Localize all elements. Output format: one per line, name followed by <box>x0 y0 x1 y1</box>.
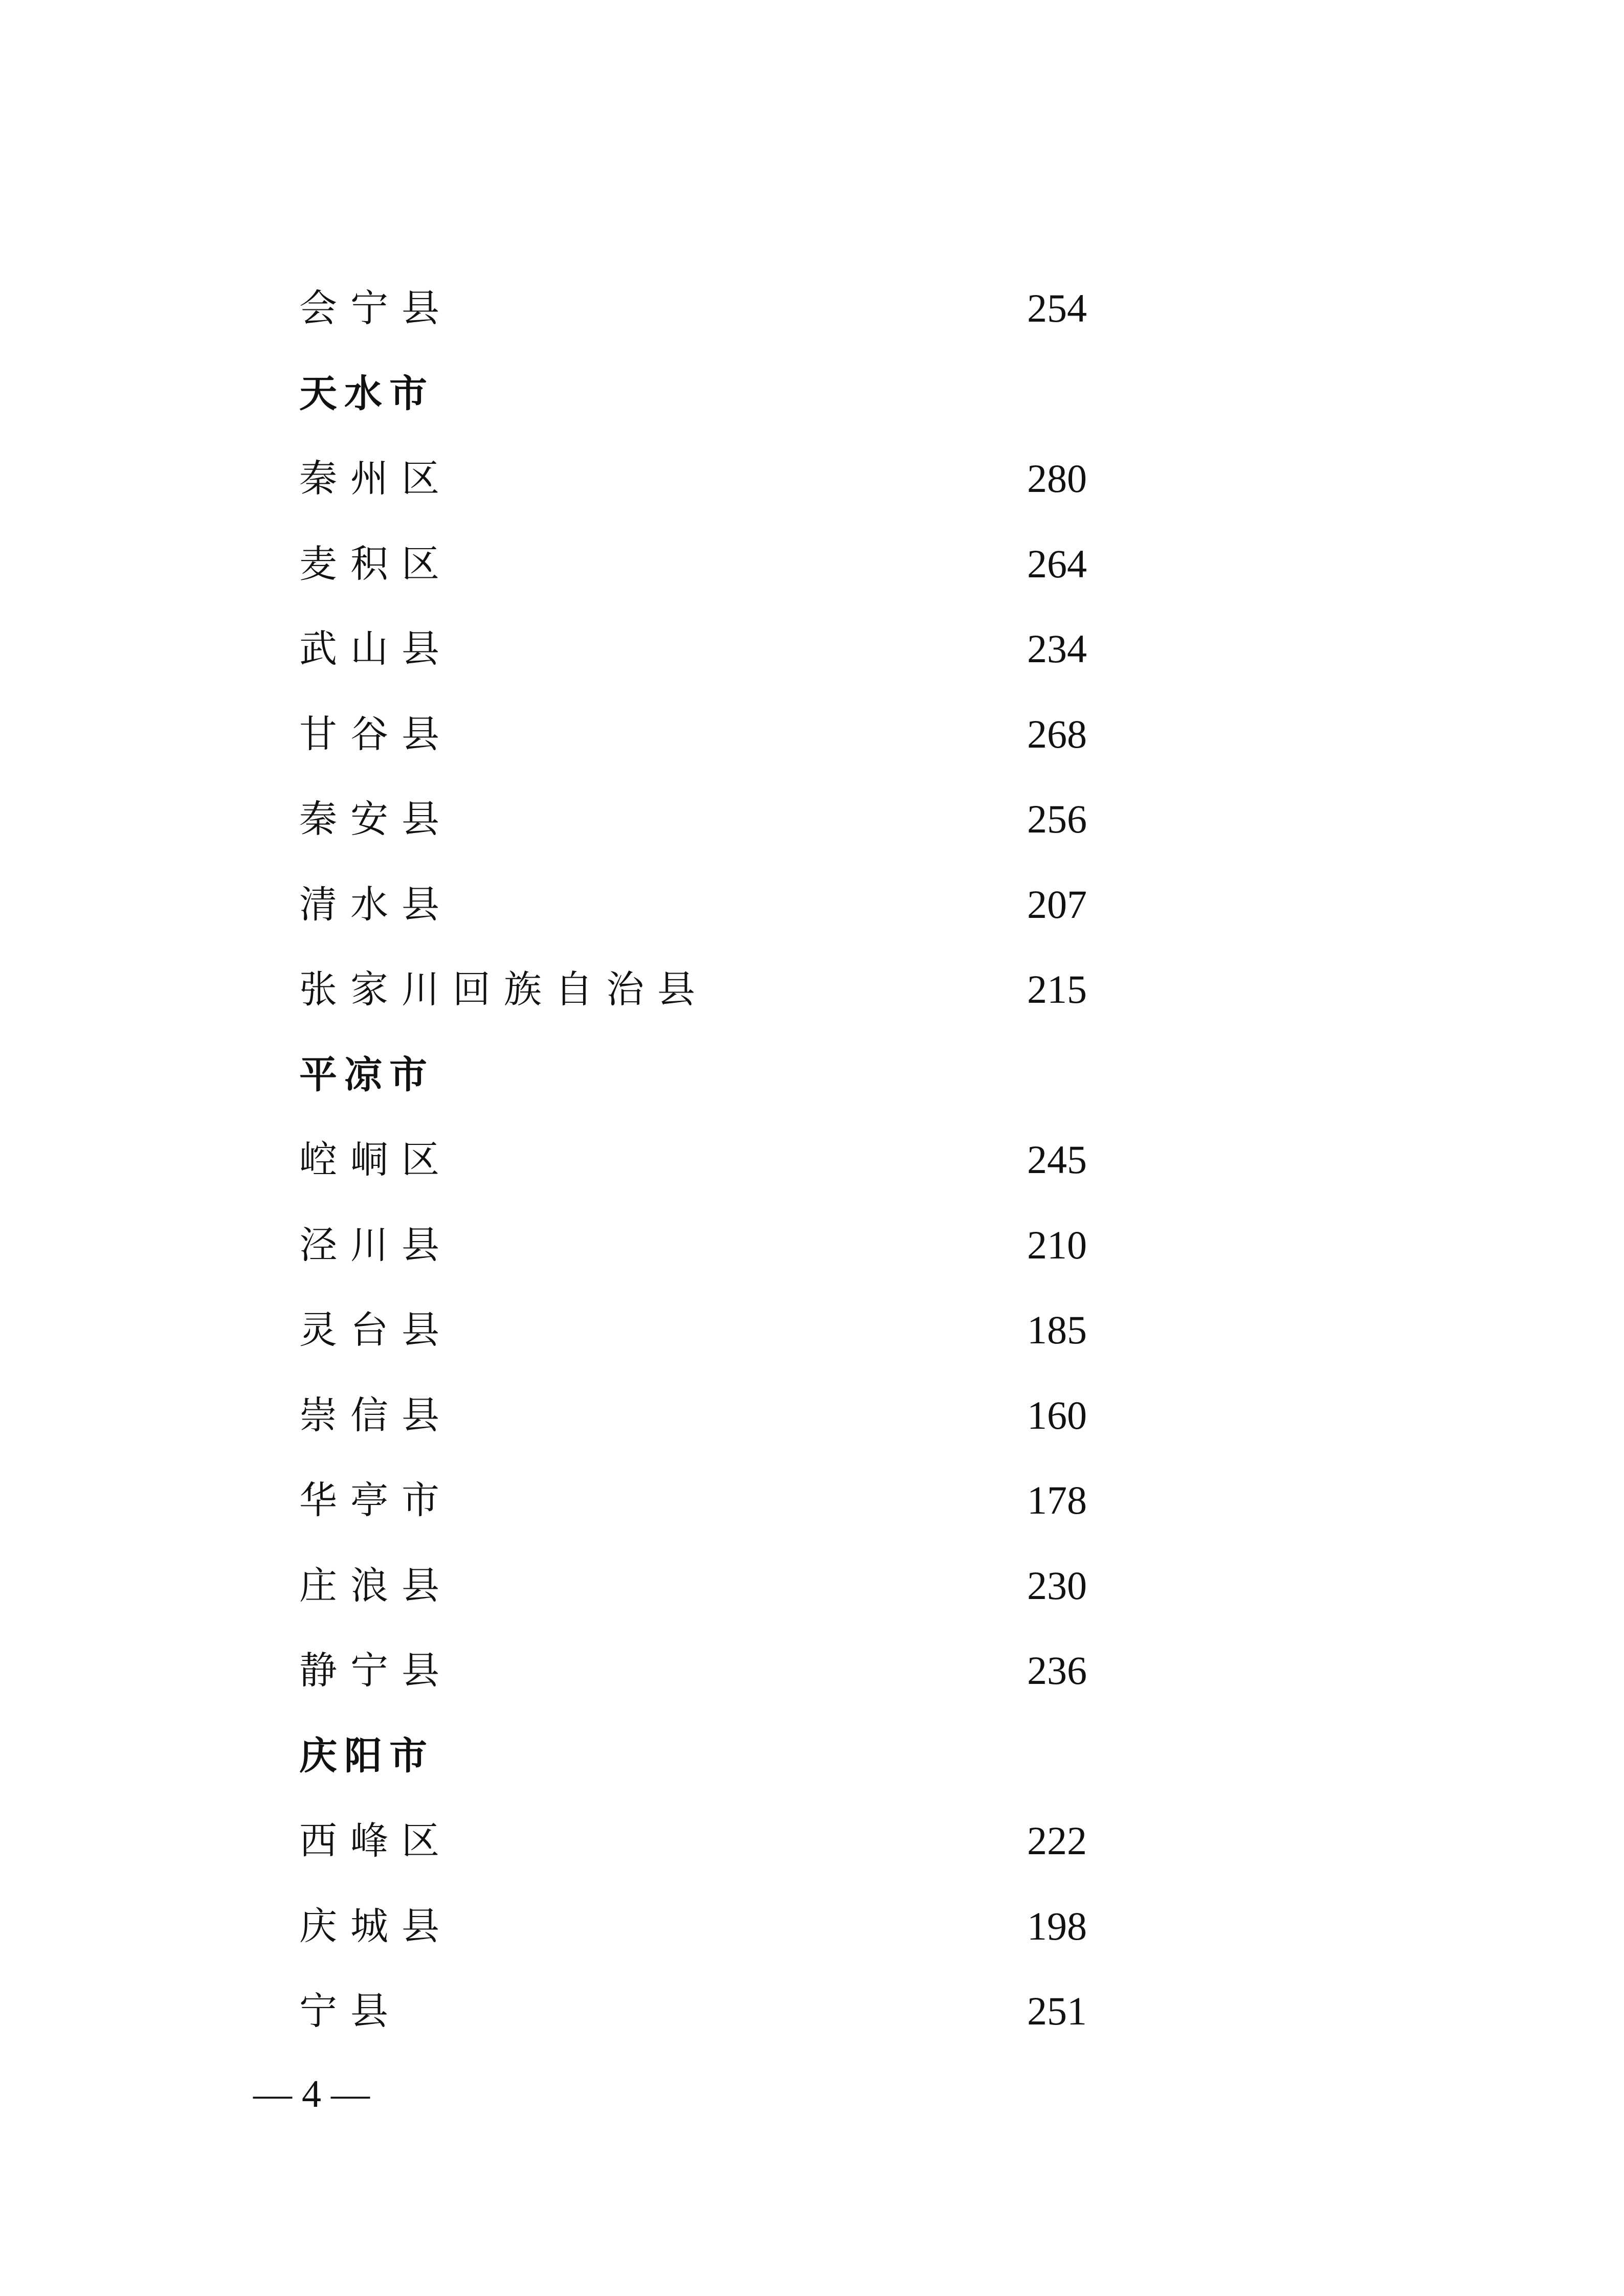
county-value: 210 <box>1027 1222 1087 1267</box>
county-name: 庄浪县 <box>299 1563 453 1608</box>
county-name: 崇信县 <box>299 1393 453 1437</box>
county-name: 华亭市 <box>299 1478 453 1522</box>
county-name: 甘谷县 <box>299 712 453 756</box>
county-name: 武山县 <box>299 627 453 671</box>
city-name: 庆阳市 <box>299 1734 434 1778</box>
list-item <box>0 1628 1624 1714</box>
region-list <box>0 266 1624 2054</box>
county-value: 256 <box>1027 797 1087 841</box>
county-value: 254 <box>1027 286 1087 330</box>
list-item <box>0 522 1624 607</box>
county-value: 215 <box>1027 967 1087 1011</box>
county-name: 灵台县 <box>299 1308 453 1352</box>
city-header-row <box>0 1032 1624 1118</box>
city-header-row <box>0 351 1624 437</box>
county-name: 秦州区 <box>299 457 453 501</box>
county-value: 264 <box>1027 541 1087 586</box>
county-value: 280 <box>1027 456 1087 501</box>
county-name: 麦积区 <box>299 542 453 586</box>
list-item <box>0 692 1624 777</box>
county-value: 230 <box>1027 1563 1087 1608</box>
list-item <box>0 1203 1624 1288</box>
county-value: 268 <box>1027 711 1087 756</box>
county-value: 234 <box>1027 626 1087 671</box>
county-value: 245 <box>1027 1137 1087 1182</box>
list-item <box>0 606 1624 692</box>
county-value: 207 <box>1027 882 1087 927</box>
county-name: 张家川回族自治县 <box>299 967 708 1011</box>
county-name: 静宁县 <box>299 1649 453 1693</box>
list-item <box>0 1117 1624 1203</box>
county-name: 庆城县 <box>299 1904 453 1948</box>
city-name: 天水市 <box>299 371 434 416</box>
list-item <box>0 1288 1624 1373</box>
county-name: 宁县 <box>299 1989 402 2033</box>
county-value: 222 <box>1027 1818 1087 1863</box>
county-value: 160 <box>1027 1392 1087 1437</box>
county-name: 西峰区 <box>299 1819 453 1863</box>
county-name: 清水县 <box>299 882 453 927</box>
county-name: 会宁县 <box>299 286 453 330</box>
list-item <box>0 947 1624 1032</box>
list-item <box>0 266 1624 351</box>
list-item <box>0 1458 1624 1543</box>
county-name: 秦安县 <box>299 797 453 841</box>
county-value: 236 <box>1027 1648 1087 1693</box>
list-item <box>0 1373 1624 1458</box>
list-item <box>0 1543 1624 1629</box>
page-number: — 4 — <box>253 2073 370 2115</box>
list-item <box>0 1884 1624 1969</box>
list-item <box>0 436 1624 522</box>
county-name: 崆峒区 <box>299 1138 453 1182</box>
list-item <box>0 1798 1624 1884</box>
county-value: 185 <box>1027 1308 1087 1352</box>
county-value: 251 <box>1027 1989 1087 2033</box>
list-item <box>0 862 1624 948</box>
city-name: 平凉市 <box>299 1052 434 1097</box>
city-header-row <box>0 1714 1624 1799</box>
list-item <box>0 777 1624 862</box>
list-item <box>0 1969 1624 2054</box>
county-name: 泾川县 <box>299 1223 453 1267</box>
county-value: 198 <box>1027 1903 1087 1948</box>
county-value: 178 <box>1027 1478 1087 1522</box>
